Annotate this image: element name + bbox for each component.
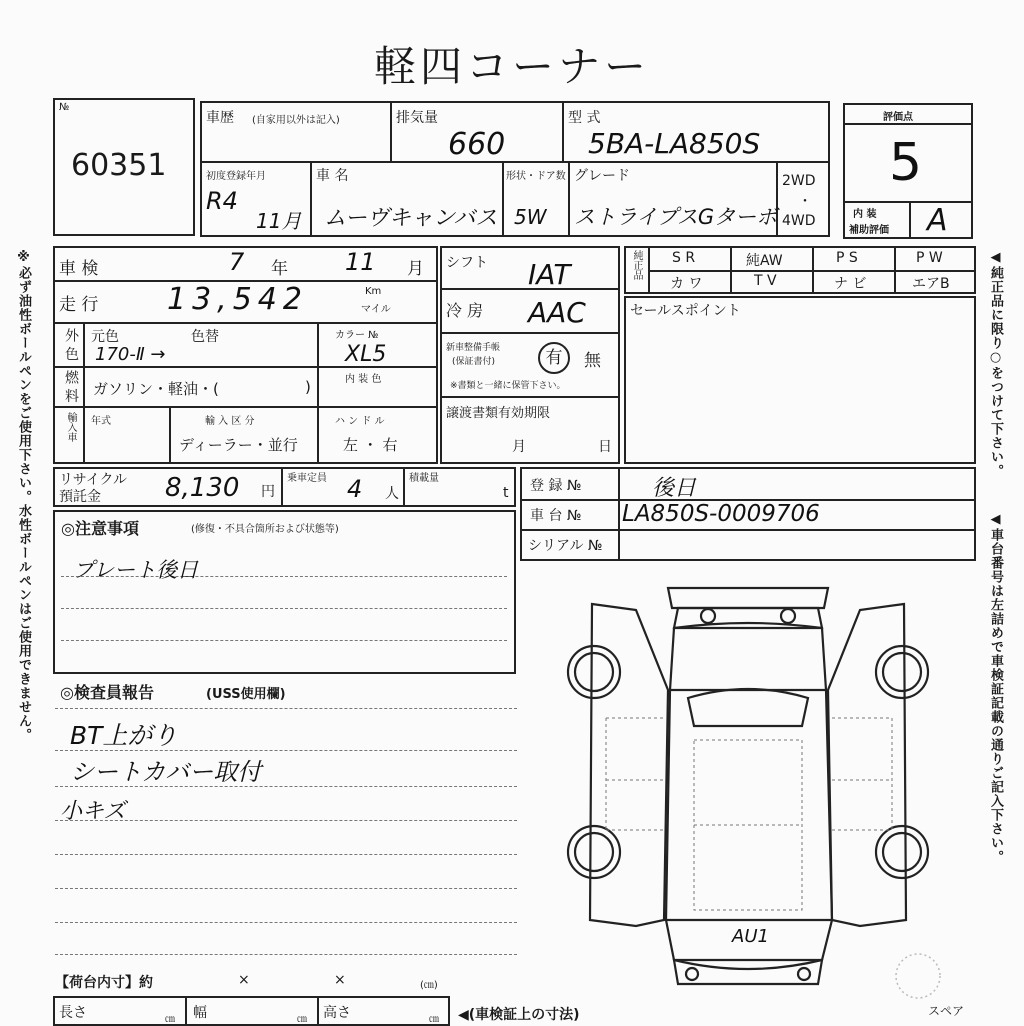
load-label: 積載量 — [409, 473, 439, 484]
warranty-no: 無 — [584, 351, 601, 371]
equipment-side-label: 純正品 — [631, 250, 642, 280]
displacement-value: 660 — [448, 127, 506, 162]
cargo-x1: × — [238, 972, 250, 988]
ac-value: AAC — [528, 296, 586, 329]
reg-number-label: 登 録 № — [530, 478, 582, 494]
handle-label: ハ ン ド ル — [335, 416, 385, 427]
4wd-label: 4WD — [782, 213, 816, 229]
cargo-unit: (㎝) — [420, 980, 438, 991]
notes-line-1: プレート後日 — [73, 558, 199, 582]
registration-grid — [520, 467, 976, 561]
notes-label: ◎注意事項 — [61, 519, 139, 538]
cargo-note: ◀(車検証上の寸法) — [458, 1007, 580, 1023]
shift-ac-block — [440, 246, 620, 464]
transfer-day: 日 — [598, 439, 612, 455]
equip-pw: P W — [916, 250, 943, 266]
spare-label: スペア — [928, 1004, 965, 1018]
side-note-right-top: ◀純正品に限り○をつけて下さい。 — [988, 250, 1003, 478]
cargo-x2: × — [334, 972, 346, 988]
grade-label: グレード — [574, 168, 630, 184]
cargo-dimension-row — [53, 996, 450, 1026]
chassis-label: 車 台 № — [530, 508, 582, 524]
recycle-value: 8,130 — [165, 473, 240, 503]
recycle-label: リサイクル — [59, 472, 128, 488]
chassis-value: LA850S-0009706 — [622, 501, 820, 527]
import-category-label: 輸 入 区 分 — [205, 416, 255, 427]
cargo-length-label: 長さ — [59, 1005, 87, 1021]
shaken-month-label: 月 — [407, 259, 424, 279]
lot-number-label: № — [59, 102, 70, 113]
color-code-value: XL5 — [345, 342, 387, 367]
orig-color-value: 170-Ⅱ → — [95, 344, 166, 365]
mileage-unit-km: Km — [365, 286, 382, 297]
import-label: 輸入車 — [65, 412, 76, 442]
notes-label-note: (修復・不具合箇所および状態等) — [191, 524, 339, 535]
capacity-value: 4 — [347, 475, 363, 503]
car-name-label: 車 名 — [316, 168, 349, 184]
shape-label: 形状・ドア数 — [506, 171, 566, 182]
shaken-year-label: 年 — [271, 259, 288, 279]
header-grid — [200, 101, 830, 237]
inspector-line-3: 小キズ — [60, 799, 126, 824]
side-note-right-bottom: ◀車台番号は左詰めで車検証記載の通りご記入下さい。 — [988, 512, 1003, 864]
recycle-row — [53, 467, 516, 507]
transfer-month: 月 — [512, 439, 526, 455]
equip-leather: カ ワ — [670, 276, 703, 292]
grade-value: ストライプスGターボ — [574, 205, 778, 229]
warranty-sublabel: (保証書付) — [452, 357, 496, 367]
reg-number-value: 後日 — [652, 476, 697, 501]
first-reg-year: R4 — [206, 187, 238, 215]
shaken-month-value: 11 — [345, 248, 376, 276]
handle-options: 左 ・ 右 — [343, 436, 398, 454]
model-value: 5BA-LA850S — [588, 127, 761, 160]
cargo-label: 【荷台内寸】約 — [55, 975, 153, 991]
first-reg-label: 初度登録年月 — [206, 171, 266, 182]
transfer-label: 譲渡書類有効期限 — [446, 406, 551, 421]
shaken-year-value: 7 — [229, 248, 245, 276]
warranty-note: ※書類と一緒に保管下さい。 — [450, 381, 566, 391]
score-value: 5 — [889, 133, 923, 193]
cargo-width-unit: ㎝ — [297, 1014, 307, 1025]
orig-color-label: 元色 — [91, 329, 119, 345]
interior-sublabel: 補助評価 — [849, 225, 889, 236]
capacity-unit: 人 — [385, 486, 399, 502]
doors-value: 5W — [514, 205, 547, 229]
first-reg-month: 11月 — [256, 209, 302, 233]
grade-score-box — [843, 103, 973, 239]
mileage-value: 13,542 — [167, 282, 308, 317]
inspector-line-2: シートカバー取付 — [70, 758, 262, 786]
inspector-label-note: (USS使用欄) — [206, 687, 286, 702]
equipment-grid — [624, 246, 976, 294]
change-color-label: 色替 — [191, 329, 219, 345]
warranty-label: 新車整備手帳 — [446, 343, 501, 353]
recycle-unit: 円 — [261, 484, 275, 500]
score-label: 評価点 — [883, 112, 913, 123]
recycle-sublabel: 預託金 — [59, 489, 101, 505]
car-name-value: ムーヴキャンバス — [324, 206, 498, 231]
import-category-options: ディーラー・並行 — [179, 436, 298, 454]
2wd-label: 2WD — [782, 173, 816, 189]
cargo-height-label: 高さ — [323, 1005, 351, 1021]
capacity-label: 乗車定員 — [287, 473, 327, 484]
diagram-mark: AU1 — [732, 926, 769, 947]
displacement-label: 排気量 — [396, 110, 438, 126]
color-label: 外 色 — [63, 328, 79, 361]
equip-sr: S R — [672, 250, 696, 266]
model-label: 型 式 — [568, 110, 601, 126]
sales-point-box — [624, 296, 976, 464]
lot-number: 60351 — [71, 148, 167, 183]
equip-airbag: エアB — [912, 276, 950, 292]
page-title: 軽四コーナー — [373, 42, 650, 91]
mileage-label: 走 行 — [59, 295, 99, 315]
mileage-unit-mile: マイル — [361, 304, 391, 315]
serial-label: シリアル № — [528, 538, 603, 554]
interior-color-label: 内 装 色 — [345, 374, 382, 385]
cargo-length-unit: ㎝ — [165, 1014, 175, 1025]
import-year-label: 年式 — [91, 416, 111, 427]
equip-navi: ナ ビ — [834, 276, 867, 292]
notes-box — [53, 510, 516, 674]
fuel-label: 燃 料 — [63, 370, 79, 403]
side-note-left: ※必ず油性ボールペンをご使用下さい。水性ボールペンはご使用できません。 — [16, 250, 31, 742]
interior-label: 内 装 — [853, 209, 877, 220]
shift-value: IAT — [528, 258, 571, 291]
cargo-height-unit: ㎝ — [429, 1014, 439, 1025]
cargo-width-label: 幅 — [193, 1005, 207, 1021]
ac-label: 冷 房 — [446, 301, 484, 320]
wd-dot: ・ — [798, 194, 812, 210]
lot-number-box — [53, 98, 195, 236]
load-unit: t — [503, 485, 509, 501]
history-label: 車歴 — [206, 110, 234, 126]
equip-ps: P S — [836, 250, 858, 266]
equip-aw: 純AW — [746, 253, 783, 269]
fuel-options-end: ) — [305, 378, 311, 396]
color-code-label: カラー № — [335, 330, 379, 341]
interior-grade: A — [927, 203, 948, 238]
history-note: (自家用以外は記入) — [252, 115, 340, 126]
inspector-label: ◎検査員報告 — [60, 683, 154, 702]
equip-tv: T V — [754, 273, 777, 289]
warranty-yes-circled: 有 — [538, 342, 570, 374]
vehicle-info-block — [53, 246, 438, 464]
shaken-label: 車 検 — [59, 259, 99, 279]
fuel-options: ガソリン・軽油・( — [93, 380, 219, 398]
inspector-line-1: BT上がり — [70, 721, 178, 750]
sales-point-label: セールスポイント — [630, 303, 741, 319]
shift-label: シフト — [446, 255, 488, 271]
